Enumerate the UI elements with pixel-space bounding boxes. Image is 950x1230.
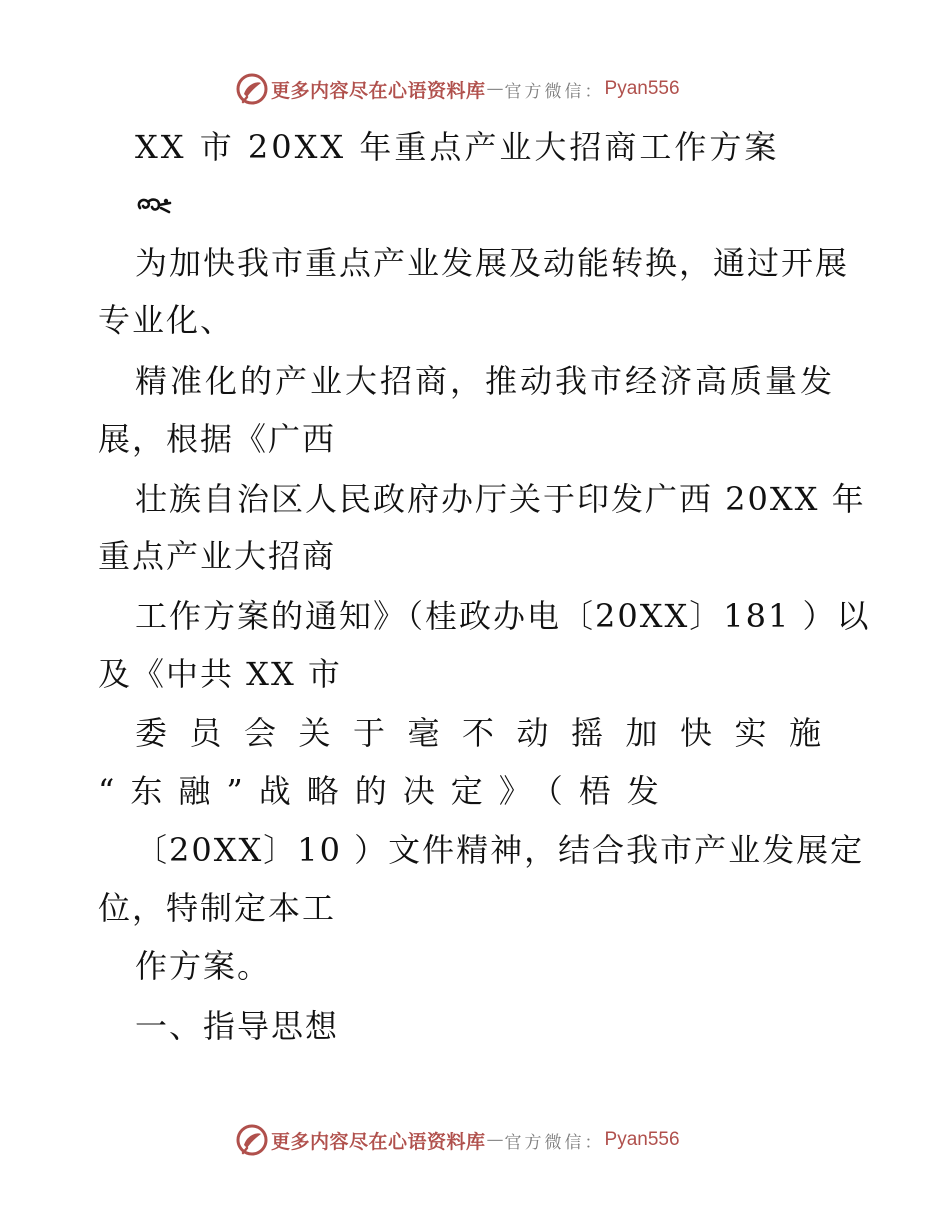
paragraph-line: 为加快我市重点产业发展及动能转换，通过开展 (135, 244, 850, 282)
paragraph-line: 〔20XX〕10 ）文件精神，结合我市产业发展定 (135, 831, 865, 869)
paragraph-line: 重点产业大招商 (98, 537, 337, 575)
watermark-wechat-id: Pyan556 (604, 1129, 680, 1150)
watermark-title: 更多内容尽在心语资料库 (271, 79, 486, 102)
watermark-wechat-id: Pyan556 (604, 78, 680, 99)
paragraph-line: 专业化、 (98, 301, 235, 339)
seal-logo-icon (235, 72, 269, 106)
paragraph-line: 作方案。 (135, 947, 272, 985)
watermark-title: 更多内容尽在心语资料库 (271, 1130, 486, 1153)
watermark-separator: — (486, 1130, 504, 1150)
paragraph-line: 壮族自治区人民政府办厅关于印发广西 20XX 年 (135, 480, 866, 518)
watermark-separator: — (486, 79, 504, 99)
document-title: XX 市 20XX 年重点产业大招商工作方案 (135, 128, 780, 166)
paragraph-line: 精准化的产业大招商，推动我市经济高质量发 (135, 362, 836, 400)
ornament-icon (135, 195, 173, 217)
paragraph-line: 位，特制定本工 (98, 889, 337, 927)
paragraph-line: 委员会关于毫不动摇加快实施 (135, 714, 844, 752)
paragraph-line: 展，根据《广西 (98, 420, 337, 458)
section-heading: 一、指导思想 (135, 1007, 340, 1045)
watermark-wechat-label: 官方微信： (504, 1132, 605, 1153)
seal-logo-icon (235, 1123, 269, 1157)
watermark-wechat-label: 官方微信： (504, 81, 605, 102)
paragraph-line: 及《中共 XX 市 (98, 655, 342, 693)
paragraph-line: 工作方案的通知》（桂政办电〔20XX〕181 ）以 (135, 597, 871, 635)
footer-watermark (235, 1123, 680, 1157)
header-watermark (235, 72, 680, 106)
paragraph-line: “东融”战略的决定》（梧发 (98, 772, 675, 810)
